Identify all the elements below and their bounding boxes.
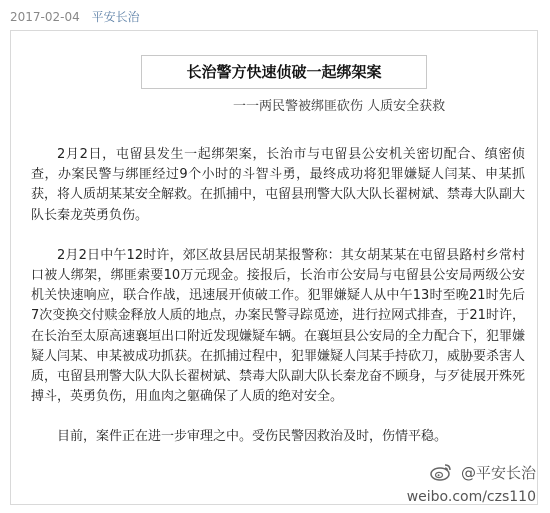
post-source-link[interactable]: 平安长治: [91, 10, 140, 24]
article-subtitle: 一一两民警被绑匪砍伤 人质安全获救: [233, 99, 446, 114]
weibo-handle: @平安长治: [460, 464, 536, 482]
weibo-url: weibo.com/czs110: [406, 489, 536, 505]
article-paragraph: 目前，案件正在进一步审理之中。受伤民警因救治及时，伤情平稳。: [57, 429, 448, 445]
post-meta: [10, 8, 140, 25]
article-paragraph: 2月2日中午12时许，郊区故县居民胡某报警称：其女胡某某在屯留县路村乡常村口被人绑架，绑匪索要10万元现金。接报后，长治市公安局与屯留县公安局两级公安机关快速响应，联合作战，迅速展开侦破工作。犯罪嫌疑人从中午13时至晚21时先后7次变换交付赎金释放人质的地点，办案民警寻踪觅迹，进行拉网式排查，于21时许，在长治至太原高速襄垣出口附近发现嫌疑车辆。在襄垣县公安局的全力配合下，犯罪嫌疑人闫某、申某被成功抓获。在抓捕过程中，犯罪嫌疑人闫某手持砍刀，威胁要杀害人质，屯留县刑警大队大队长翟树斌、禁毒大队副大队长秦龙奋不顾身，与歹徒展开殊死搏斗，英勇负伤，用血肉之躯确保了人质的绝对安全。: [31, 247, 526, 405]
article-body: [31, 145, 525, 468]
article-title: 长治警方快速侦破一起绑架案: [141, 55, 427, 89]
post-date: 2017-02-04: [10, 10, 80, 24]
weibo-logo-icon: [430, 463, 452, 481]
article-paragraph: 2月2日，屯留县发生一起绑架案，长治市与屯留县公安机关密切配合、缜密侦查，办案民警与绑匪经过9个小时的斗智斗勇，最终成功将犯罪嫌疑人闫某、申某抓获，将人质胡某某安全解救。在抓捕中，屯留县刑警大队大队长翟树斌、禁毒大队副大队长秦龙英勇负伤。: [31, 147, 526, 223]
weibo-watermark: [430, 462, 536, 483]
article-image: [10, 30, 538, 505]
